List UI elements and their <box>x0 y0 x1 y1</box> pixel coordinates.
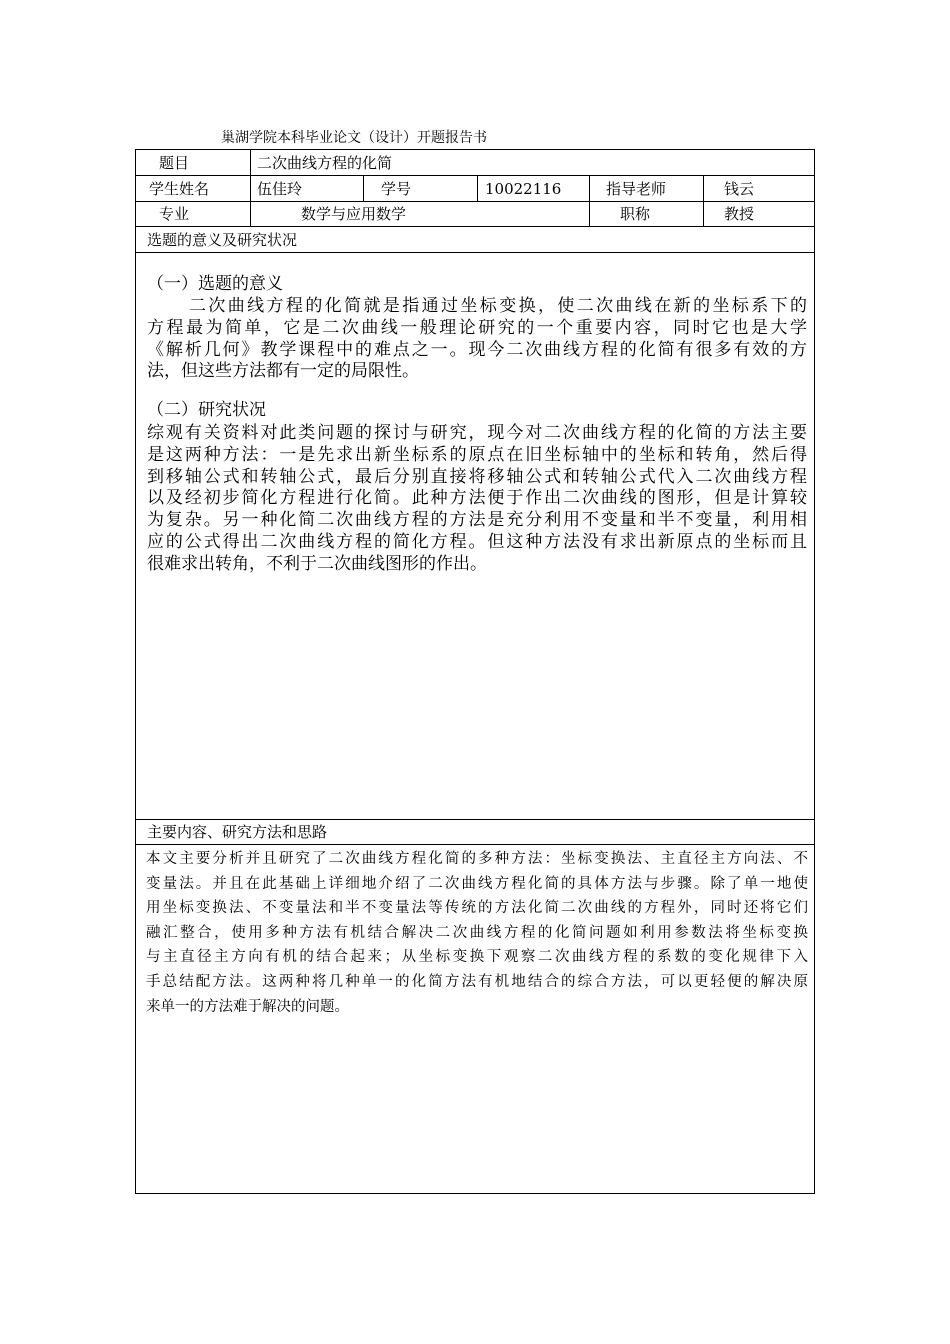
advisor-value: 钱云 <box>724 180 755 198</box>
significance-paragraph <box>147 296 807 383</box>
topic-value: 二次曲线方程的化简 <box>257 154 393 172</box>
major-value: 数学与应用数学 <box>301 205 407 223</box>
column-divider <box>703 175 704 226</box>
paragraph-line: 本文主要分析并且研究了二次曲线方程化简的多种方法：坐标变换法、主直径主方向法、不 <box>146 851 808 867</box>
title-rank-value: 教授 <box>724 205 755 223</box>
content-paragraph <box>146 847 808 1019</box>
student-id-value: 10022116 <box>485 180 562 198</box>
paragraph-line: 很难求出转角，不利于二次曲线图形的作出。 <box>147 553 487 574</box>
paragraph-line: 《解析几何》教学课程中的难点之一。现今二次曲线方程的化简有很多有效的方 <box>147 339 807 360</box>
topic-label: 题目 <box>159 154 190 172</box>
paragraph-line: 与主直径主方向有机的结合起来；从坐标变换下观察二次曲线方程的系数的变化规律下入 <box>146 949 808 966</box>
column-divider <box>250 150 251 226</box>
paragraph-line: 应的公式得出二次曲线方程的简化方程。但这种方法没有求出新原点的坐标而且 <box>147 531 807 552</box>
row-divider <box>136 175 814 176</box>
column-divider <box>363 175 364 201</box>
paragraph-line: 是这两种方法：一是先求出新坐标系的原点在旧坐标轴中的坐标和转角，然后得 <box>147 444 807 465</box>
paragraph-line: 为复杂。另一种化简二次曲线方程的方法是充分利用不变量和半不变量，利用相 <box>147 510 807 531</box>
paragraph-line: 用坐标变换法、不变量法和半不变量法等传统的方法化简二次曲线的方程外，同时还将它们 <box>146 900 808 917</box>
paragraph-line: 变量法。并且在此基础上详细地介绍了二次曲线方程化简的具体方法与步骤。除了单一地使 <box>146 875 808 892</box>
paragraph-line: 到移轴公式和转轴公式，最后分别直接将移轴公式和转轴公式代入二次曲线方程 <box>147 466 807 487</box>
row-divider <box>136 226 814 227</box>
row-divider <box>136 252 814 253</box>
research-status-paragraph <box>147 423 807 576</box>
major-label: 专业 <box>159 205 190 223</box>
significance-section-header: 选题的意义及研究状况 <box>147 231 298 249</box>
column-divider <box>477 175 478 201</box>
significance-subheading: （一）选题的意义 <box>147 274 283 294</box>
paragraph-line: 综观有关资料对此类问题的探讨与研究，现今对二次曲线方程的化简的方法主要 <box>147 423 807 443</box>
paragraph-line: 融汇整合，使用多种方法有机结合解决二次曲线方程的化简问题如利用参数法将坐标变换 <box>146 924 808 941</box>
proposal-form-table <box>135 149 815 1194</box>
row-divider <box>136 819 814 820</box>
student-id-label: 学号 <box>381 180 412 198</box>
row-divider <box>136 844 814 845</box>
paragraph-line: 方程最为简单，它是二次曲线一般理论研究的一个重要内容，同时它也是大学 <box>147 317 807 338</box>
row-divider <box>136 201 814 202</box>
paragraph-line: 法，但这些方法都有一定的局限性。 <box>147 361 419 382</box>
paragraph-line: 二次曲线方程的化简就是指通过坐标变换，使二次曲线在新的坐标系下的 <box>189 296 807 316</box>
column-divider <box>589 175 590 226</box>
student-name-label: 学生姓名 <box>149 180 210 198</box>
content-section-header: 主要内容、研究方法和思路 <box>147 823 328 841</box>
paragraph-line: 手总结配方法。这两种将几种单一的化简方法有机地结合的综合方法，可以更轻便的解决原 <box>146 973 808 990</box>
paragraph-line: 来单一的方法难于解决的问题。 <box>146 998 349 1015</box>
research-status-subheading: （二）研究状况 <box>147 400 266 420</box>
document-title: 巢湖学院本科毕业论文（设计）开题报告书 <box>221 130 487 146</box>
student-name-value: 伍佳玲 <box>257 180 303 198</box>
paragraph-line: 以及经初步简化方程进行化简。此种方法便于作出二次曲线的图形，但是计算较 <box>147 488 807 509</box>
advisor-label: 指导老师 <box>606 180 667 198</box>
title-rank-label: 职称 <box>620 205 651 223</box>
